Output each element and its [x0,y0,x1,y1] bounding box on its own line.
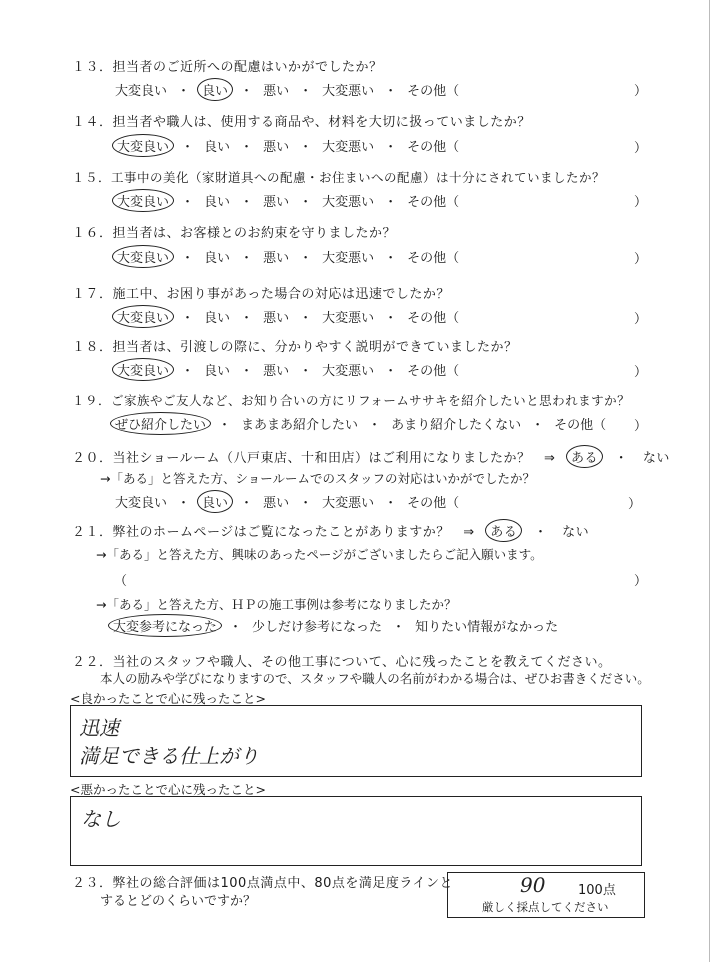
score-handwritten: 90 [520,873,546,897]
q13-option-bad[interactable]: 悪い [263,84,290,99]
question-13: １３．担当者のご近所への配慮はいかがでしたか？ [72,60,383,75]
q21-option-very-helpful-circled[interactable]: 大変参考になった [108,614,222,637]
q20-option-bad[interactable]: 悪い [263,496,290,511]
q14-options: 大変良い ・ 良い ・ 悪い ・ 大変悪い ・ その他（ [112,134,462,157]
q20-sub-question: →「ある」と答えた方、ショールームでのスタッフの対応はいかがでしたか？ [100,471,535,486]
question-19: １９．ご家族やご友人など、お知り合いの方にリフォームササキを紹介したいと思われますか？ [72,393,631,408]
q14-option-other[interactable]: その他（ [407,140,460,155]
question-16: １６．担当者は、お客様とのお約束を守りましたか？ [72,226,397,241]
good-answer-line-2: 満足できる仕上がり [79,744,259,768]
q15-option-bad[interactable]: 悪い [263,195,290,210]
q18-option-bad[interactable]: 悪い [263,364,290,379]
q13-option-good-circled[interactable]: 良い [197,78,233,101]
question-17: １７．施工中、お困り事があった場合の対応は迅速でしたか？ [72,287,450,302]
q21-option-somewhat-helpful[interactable]: 少しだけ参考になった [252,620,383,635]
score-box[interactable] [447,872,645,918]
bad-memory-box[interactable] [70,796,642,866]
q18-options: 大変良い ・ 良い ・ 悪い ・ 大変悪い ・ その他（ [112,358,462,381]
q14-option-very-good-circled[interactable]: 大変良い [112,134,174,157]
question-15: １５．工事中の美化（家財道具への配慮・お住まいへの配慮）は十分にされていましたか？ [72,170,606,185]
q16-option-very-bad[interactable]: 大変悪い [322,251,375,266]
q19-option-definitely-circled[interactable]: ぜひ紹介したい [110,412,211,435]
q13-option-other[interactable]: その他（ [407,84,460,99]
q20-question-text: ２０．当社ショールーム（八戸東店、十和田店）はご利用になりましたか？ ⇒ [72,451,556,466]
q20-option-no[interactable]: ない [642,451,670,466]
q21-options: 大変参考になった ・ 少しだけ参考になった ・ 知りたい情報がなかった [108,614,561,637]
q17-option-very-good-circled[interactable]: 大変良い [112,305,174,328]
q15-option-good[interactable]: 良い [204,195,231,210]
bad-memory-label: <悪かったことで心に残ったこと> [70,782,266,797]
q18-close-paren: ） [634,365,648,380]
q20-option-yes-circled[interactable]: ある [566,445,603,468]
q16-option-other[interactable]: その他（ [407,251,460,266]
q20-option-good-circled[interactable]: 良い [197,490,233,513]
q13-close-paren: ） [634,84,648,99]
q14-option-good[interactable]: 良い [204,140,231,155]
question-22-note: 本人の励みや学びになりますので、スタッフや職人の名前がわかる場合は、ぜひお書きください。 [100,671,650,686]
q16-option-bad[interactable]: 悪い [263,251,290,266]
q21-question-text: ２１．弊社のホームページはご覧になったことがありますか？ ⇒ [72,525,475,540]
q19-option-other[interactable]: その他（ [554,418,607,433]
q20-option-very-good[interactable]: 大変良い [115,496,168,511]
question-23: ２３．弊社の総合評価は100点満点中、80点を満足度ラインと [72,876,453,891]
question-22: ２２．当社のスタッフや職人、その他工事について、心に残ったことを教えてください。 [72,655,612,670]
q21-sub-question-1: →「ある」と答えた方、興味のあったページがございましたらご記入願います。 [96,547,543,562]
q18-option-very-good-circled[interactable]: 大変良い [112,358,174,381]
score-unit: 100点 [578,883,616,898]
q21-sub-question-2: →「ある」と答えた方、ＨＰの施工事例は参考になりましたか？ [96,597,457,612]
q17-option-other[interactable]: その他（ [407,311,460,326]
q17-option-good[interactable]: 良い [204,311,231,326]
q20-option-very-bad[interactable]: 大変悪い [322,496,375,511]
page-edge-line [709,0,710,962]
q15-option-other[interactable]: その他（ [407,195,460,210]
q16-option-good[interactable]: 良い [204,251,231,266]
q14-close-paren: ） [634,141,648,156]
q21-option-yes-circled[interactable]: ある [485,519,522,542]
q15-options: 大変良い ・ 良い ・ 悪い ・ 大変悪い ・ その他（ [112,189,462,212]
question-21: ２１．弊社のホームページはご覧になったことがありますか？ ⇒ ある ・ ない [72,519,592,542]
good-memory-box[interactable] [70,705,642,777]
q19-option-somewhat[interactable]: まあまあ紹介したい [241,418,359,433]
q20-options: 大変良い ・ 良い ・ 悪い ・ 大変悪い ・ その他（ [112,490,462,513]
good-answer-line-1: 迅速 [79,716,119,740]
good-memory-label: <良かったことで心に残ったこと> [70,691,266,706]
q14-option-bad[interactable]: 悪い [263,140,290,155]
q21-close-paren: ） [634,574,648,589]
bad-answer: なし [81,807,121,831]
q17-close-paren: ） [634,312,648,327]
score-note: 厳しく採点してください [482,900,609,914]
question-20: ２０．当社ショールーム（八戸東店、十和田店）はご利用になりましたか？ ⇒ ある ・ ない [72,445,673,468]
q17-option-bad[interactable]: 悪い [263,311,290,326]
question-14: １４．担当者や職人は、使用する商品や、材料を大切に扱っていましたか？ [72,115,531,130]
q13-options: 大変良い ・ 良い ・ 悪い ・ 大変悪い ・ その他（ [112,78,462,101]
q13-option-very-bad[interactable]: 大変悪い [322,84,375,99]
q16-options: 大変良い ・ 良い ・ 悪い ・ 大変悪い ・ その他（ [112,245,462,268]
q21-open-paren: （ [114,574,128,589]
q21-option-not-helpful[interactable]: 知りたい情報がなかった [415,620,559,635]
q15-option-very-good-circled[interactable]: 大変良い [112,189,174,212]
q19-option-not-much[interactable]: あまり紹介したくない [391,418,522,433]
q19-options: ぜひ紹介したい ・ まあまあ紹介したい ・ あまり紹介したくない ・ その他（ [110,412,609,435]
q20-close-paren: ） [628,497,642,512]
q15-option-very-bad[interactable]: 大変悪い [322,195,375,210]
q18-option-very-bad[interactable]: 大変悪い [322,364,375,379]
q17-option-very-bad[interactable]: 大変悪い [322,311,375,326]
q17-options: 大変良い ・ 良い ・ 悪い ・ 大変悪い ・ その他（ [112,305,462,328]
q13-option-very-good[interactable]: 大変良い [115,84,168,99]
q18-option-good[interactable]: 良い [204,364,231,379]
q20-option-other[interactable]: その他（ [407,496,460,511]
q16-option-very-good-circled[interactable]: 大変良い [112,245,174,268]
question-23-cont: するとどのくらいですか？ [100,894,257,909]
q19-close-paren: ） [634,419,648,434]
q14-option-very-bad[interactable]: 大変悪い [322,140,375,155]
question-18: １８．担当者は、引渡しの際に、分かりやすく説明ができていましたか？ [72,340,518,355]
q21-option-no[interactable]: ない [562,525,590,540]
q15-close-paren: ） [634,195,648,210]
q18-option-other[interactable]: その他（ [407,364,460,379]
q16-close-paren: ） [634,252,648,267]
